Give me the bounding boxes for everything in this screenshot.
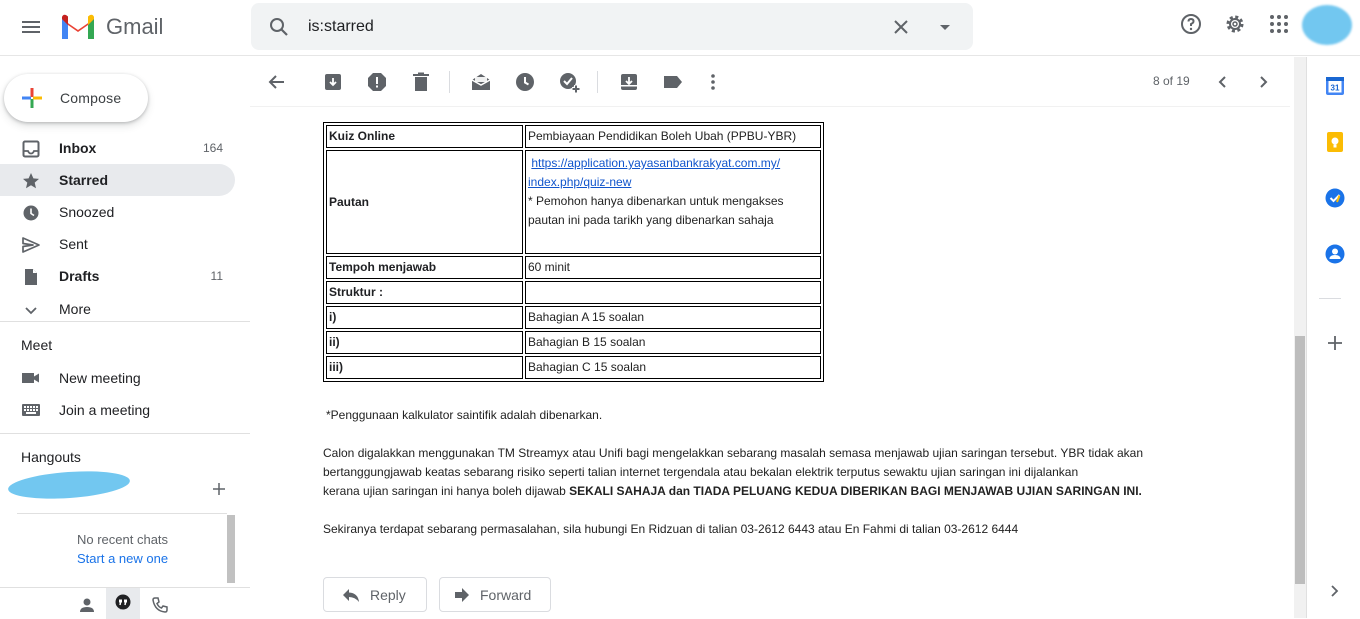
- gmail-m-icon: [60, 13, 96, 41]
- email-paragraph: [323, 444, 1143, 501]
- back-arrow-icon[interactable]: [265, 70, 289, 94]
- table-value: Bahagian C 15 soalan: [525, 356, 821, 379]
- calculator-note: *Penggunaan kalkulator saintifik adalah dibenarkan.: [326, 408, 603, 422]
- clear-search-icon[interactable]: [889, 15, 913, 39]
- quiz-info-table: [323, 122, 824, 382]
- paragraph-line: Calon digalakkan menggunakan TM Streamyx atau Unifi bagi mengelakkan sebarang masalah semasa menjawab ujian saringan tersebut. YBR tidak akan: [323, 446, 1144, 460]
- hangouts-user-redacted[interactable]: [7, 468, 131, 502]
- get-addons-plus-icon[interactable]: [1324, 332, 1346, 354]
- hangouts-scrollbar[interactable]: [227, 515, 235, 583]
- report-spam-icon[interactable]: [365, 70, 389, 94]
- search-icon[interactable]: [267, 15, 291, 39]
- divider: [0, 321, 250, 322]
- email-body: [250, 108, 1294, 618]
- table-value: Pembiayaan Pendidikan Boleh Ubah (PPBU-YBR): [525, 125, 821, 148]
- reply-arrow-icon: [342, 587, 360, 603]
- settings-gear-icon[interactable]: [1223, 12, 1247, 36]
- pagination-text: 8 of 19: [1153, 74, 1190, 88]
- table-row: [326, 150, 821, 254]
- nav-label: Sent: [59, 236, 88, 252]
- table-value: 60 minit: [525, 256, 821, 279]
- gmail-logo[interactable]: [60, 12, 163, 42]
- new-meeting-item[interactable]: [0, 363, 235, 393]
- keep-icon[interactable]: [1324, 131, 1346, 153]
- contacts-icon[interactable]: [1324, 243, 1346, 265]
- paragraph-line: kerana ujian saringan ini hanya boleh dijawab: [323, 484, 570, 498]
- no-chats-text: No recent chats: [77, 532, 169, 547]
- keyboard-icon: [21, 401, 41, 419]
- nav-item-inbox[interactable]: [0, 132, 235, 164]
- inbox-icon: [21, 139, 41, 159]
- add-task-icon[interactable]: [557, 70, 581, 94]
- delete-trash-icon[interactable]: [409, 70, 433, 94]
- contacts-person-icon[interactable]: [78, 596, 96, 614]
- reply-button[interactable]: [323, 577, 427, 612]
- side-panel: [1306, 57, 1360, 618]
- hangouts-bottom-bar: [0, 587, 250, 618]
- clock-icon: [21, 203, 41, 223]
- app-name: Gmail: [106, 14, 164, 39]
- forward-arrow-icon: [454, 587, 470, 603]
- meet-item-label: New meeting: [59, 370, 141, 386]
- chevron-down-icon: [21, 300, 41, 320]
- meet-item-label: Join a meeting: [59, 402, 151, 418]
- paragraph-emphasis: SEKALI SAHAJA dan TIADA PELUANG KEDUA DIBERIKAN BAGI MENJAWAB UJIAN SARINGAN INI.: [569, 484, 1142, 498]
- calendar-icon[interactable]: [1324, 75, 1346, 97]
- table-row: [326, 256, 821, 279]
- contact-paragraph: Sekiranya terdapat sebarang permasalahan, sila hubungi En Ridzuan di talian 03-2612 6443 atau En Fahmi di talian 03-2612 6444: [323, 522, 1019, 536]
- table-key: iii): [326, 356, 523, 379]
- quiz-link[interactable]: index.php/quiz-new: [528, 175, 632, 189]
- nav-item-starred[interactable]: [0, 164, 235, 196]
- search-options-icon[interactable]: [933, 15, 957, 39]
- table-value: Bahagian B 15 soalan: [525, 331, 821, 354]
- message-toolbar: [250, 57, 1290, 107]
- move-to-icon[interactable]: [617, 70, 641, 94]
- calendar-day: 31: [1330, 83, 1340, 93]
- send-icon: [21, 235, 41, 255]
- hangouts-tab[interactable]: [106, 588, 140, 619]
- compose-label: Compose: [60, 90, 122, 106]
- table-key: Pautan: [326, 150, 523, 254]
- table-value: [525, 150, 821, 254]
- newer-chevron-left-icon[interactable]: [1211, 70, 1235, 94]
- help-icon[interactable]: [1179, 12, 1203, 36]
- table-key: ii): [326, 331, 523, 354]
- scrollbar-thumb[interactable]: [1295, 336, 1305, 584]
- link-note: * Pemohon hanya dibenarkan untuk mengakses: [528, 194, 784, 208]
- table-key: Kuiz Online: [326, 125, 523, 148]
- table-row: [326, 331, 821, 354]
- nav-item-drafts[interactable]: [0, 260, 235, 292]
- toolbar-separator: [597, 71, 598, 93]
- nav-count: 11: [210, 269, 223, 283]
- divider: [17, 513, 227, 514]
- search-input[interactable]: is:starred: [308, 18, 374, 35]
- expand-panel-chevron-icon[interactable]: [1324, 580, 1346, 602]
- quiz-link[interactable]: https://application.yayasanbankrakyat.com.my/: [531, 156, 781, 170]
- forward-label: Forward: [480, 586, 532, 603]
- table-row: [326, 356, 821, 379]
- compose-plus-icon: [20, 86, 44, 110]
- table-key: Struktur :: [326, 281, 523, 304]
- content-scrollbar[interactable]: [1294, 57, 1306, 618]
- table-row: [326, 306, 821, 329]
- table-row: [326, 125, 821, 148]
- table-value: Bahagian A 15 soalan: [525, 306, 821, 329]
- nav-count: 164: [202, 141, 223, 155]
- divider: [1319, 298, 1341, 299]
- left-sidebar: [0, 57, 250, 618]
- draft-icon: [21, 267, 41, 287]
- nav-label: Starred: [59, 172, 109, 188]
- search-bar[interactable]: [251, 3, 973, 50]
- phone-icon[interactable]: [151, 596, 169, 614]
- start-new-chat-link[interactable]: Start a new one: [77, 551, 169, 566]
- account-avatar[interactable]: [1302, 5, 1352, 45]
- add-hangout-icon[interactable]: [211, 481, 227, 497]
- join-meeting-item[interactable]: [0, 395, 235, 425]
- older-chevron-right-icon[interactable]: [1251, 70, 1275, 94]
- star-icon: [21, 171, 41, 191]
- forward-button[interactable]: [439, 577, 551, 612]
- nav-label: Snoozed: [59, 204, 115, 220]
- mark-unread-icon[interactable]: [469, 70, 493, 94]
- main-menu-button[interactable]: [19, 16, 43, 40]
- label-tag-icon[interactable]: [661, 70, 685, 94]
- meet-section-title: Meet: [21, 337, 53, 353]
- hangouts-section-title: Hangouts: [21, 449, 81, 465]
- table-key: Tempoh menjawab: [326, 256, 523, 279]
- archive-icon[interactable]: [321, 70, 345, 94]
- compose-button[interactable]: [4, 74, 148, 122]
- table-value: [525, 281, 821, 304]
- snooze-clock-icon[interactable]: [513, 70, 537, 94]
- divider: [0, 433, 250, 434]
- nav-item-snoozed[interactable]: [0, 196, 235, 228]
- paragraph-line: bertanggungjawab keatas sebarang risiko seperti talian internet tergendala atau bekalan elektrik terputus sewaktu ujian saringan ini dijalankan: [323, 465, 1079, 479]
- video-icon: [21, 369, 41, 387]
- toolbar-separator: [449, 71, 450, 93]
- nav-label: Inbox: [59, 140, 97, 156]
- hangouts-quote-icon: [114, 594, 132, 612]
- nav-item-sent[interactable]: [0, 228, 235, 260]
- table-row: [326, 281, 821, 304]
- apps-grid-icon[interactable]: [1267, 12, 1291, 36]
- table-key: i): [326, 306, 523, 329]
- tasks-icon[interactable]: [1324, 187, 1346, 209]
- reply-label: Reply: [370, 586, 406, 603]
- top-header: [0, 0, 1360, 56]
- nav-label: Drafts: [59, 268, 100, 284]
- nav-label: More: [59, 301, 91, 317]
- more-vertical-icon[interactable]: [701, 70, 725, 94]
- link-note: pautan ini pada tarikh yang dibenarkan sahaja: [528, 213, 774, 227]
